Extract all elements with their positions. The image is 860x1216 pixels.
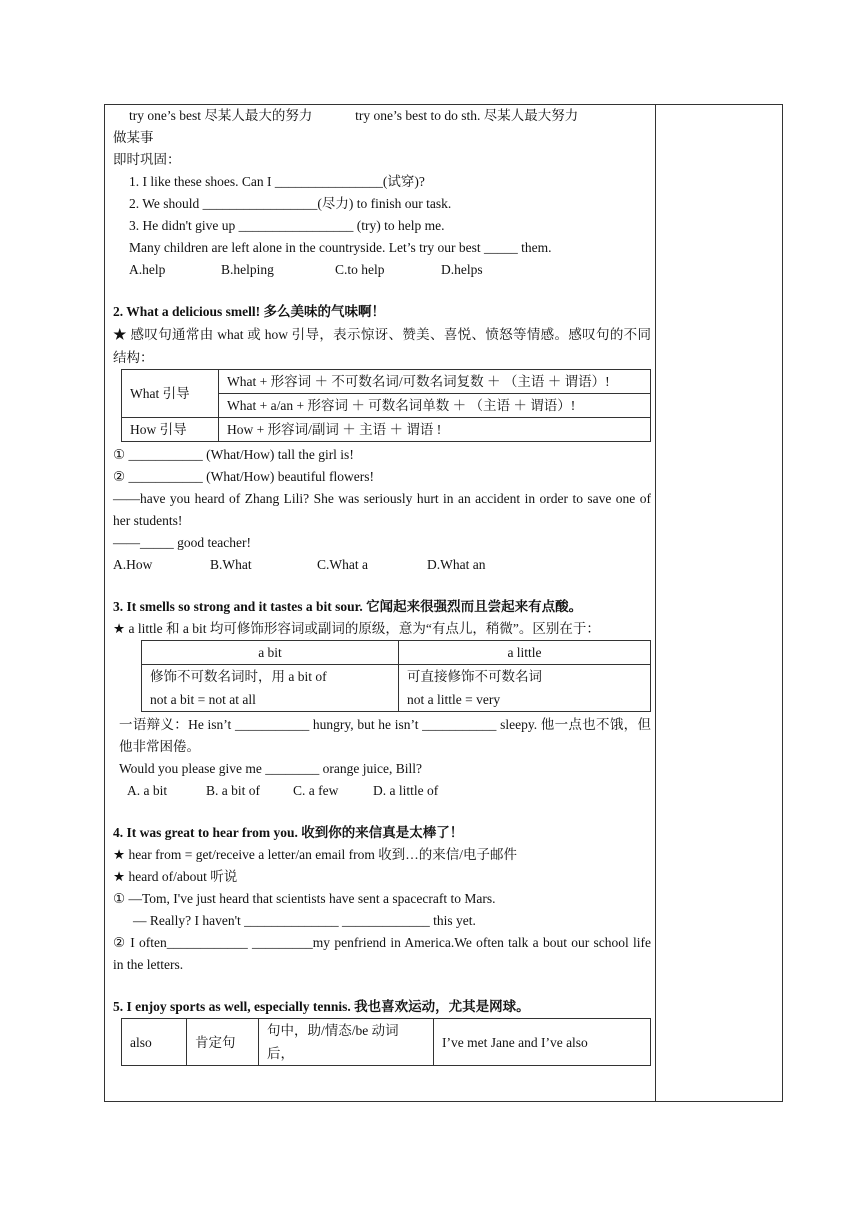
- option: A.How: [113, 557, 153, 572]
- a-little-usage-2: not a little = very: [407, 692, 501, 707]
- exclamation-table: [121, 369, 651, 442]
- option: D. a little of: [373, 783, 439, 798]
- bit-little-table: [141, 640, 651, 712]
- document-content: [113, 104, 651, 1066]
- exercise-3-2: Would you please give me ________ orange juice, Bill?: [119, 761, 422, 776]
- section-3-note: ★ a little 和 a bit 均可修饰形容词或副词的原级，意为“有点儿，稍微”。区别在于：: [113, 621, 600, 636]
- option: D.What an: [427, 557, 486, 572]
- a-little-usage-1: 可直接修饰不可数名词: [407, 669, 542, 684]
- section-5-title: 5. I enjoy sports as well, especially tennis. 我也喜欢运动，尤其是网球。: [113, 999, 530, 1014]
- option: A. a bit: [127, 783, 168, 798]
- exercise-4-2: — Really? I haven't ______________ _____________ this yet.: [133, 913, 476, 928]
- also-position: 句中，助/情态/be 动词后，: [259, 1019, 434, 1066]
- section-4-title: 4. It was great to hear from you. 收到你的来信真是太棒了！: [113, 825, 464, 840]
- option: A.help: [129, 262, 166, 277]
- exercise-2-4: ——_____ good teacher!: [113, 535, 251, 550]
- what-label: What 引导: [122, 370, 219, 418]
- what-structure-2: What + a/an + 形容词 ＋ 可数名词单数 ＋ （主语 ＋ 谓语）!: [219, 394, 651, 418]
- also-table: [121, 1018, 651, 1066]
- also-example: I’ve met Jane and I’ve also: [434, 1019, 651, 1066]
- option: C.to help: [335, 262, 385, 277]
- option: B. a bit of: [206, 783, 260, 798]
- option: B.What: [210, 557, 252, 572]
- section-4-note-1: ★ hear from = get/receive a letter/an email from 收到…的来信/电子邮件: [113, 847, 517, 862]
- exercise-4-1: ① —Tom, I've just heard that scientists have sent a spacecraft to Mars.: [113, 891, 496, 906]
- column-divider: [655, 104, 656, 1102]
- option: B.helping: [221, 262, 274, 277]
- options-2: [113, 554, 651, 576]
- a-bit-usage-1: 修饰不可数名词时，用 a bit of: [150, 669, 327, 684]
- exercise-2-2: ② ___________ (What/How) beautiful flowers!: [113, 469, 375, 484]
- options-1: [113, 259, 651, 281]
- intro-line-2: 做某事: [113, 130, 154, 145]
- options-3: [113, 780, 651, 802]
- section-2-note: ★ 感叹句通常由 what 或 how 引导，表示惊讶、赞美、喜悦、愤怒等情感。感叹句的不同结构：: [113, 327, 651, 365]
- section-3-title: 3. It smells so strong and it tastes a bit sour. 它闻起来很强烈而且尝起来有点酸。: [113, 599, 583, 614]
- a-bit-usage: [142, 665, 399, 712]
- question-2: 2. We should _________________(尽力) to finish our task.: [129, 196, 452, 211]
- practice-label: 即时巩固：: [113, 152, 181, 167]
- also-word: also: [122, 1019, 187, 1066]
- question-1: 1. I like these shoes. Can I ________________(试穿)?: [129, 174, 425, 189]
- exercise-3-1: 一语辩义：He isn’t ___________ hungry, but he isn’t ___________ sleepy. 他一点也不饿，但他非常困倦。: [119, 717, 651, 754]
- how-label: How 引导: [122, 418, 219, 442]
- option: D.helps: [441, 262, 483, 277]
- question-4: Many children are left alone in the countryside. Let’s try our best _____ them.: [129, 240, 552, 255]
- header-a-little: a little: [399, 641, 651, 665]
- also-sentence-type: 肯定句: [187, 1019, 259, 1066]
- a-little-usage: [399, 665, 651, 712]
- phrase-2: try one’s best to do sth. 尽某人最大努力: [355, 108, 579, 123]
- section-4-note-2: ★ heard of/about 听说: [113, 869, 238, 884]
- exercise-4-3: ② I often____________ _________my penfriend in America.We often talk a bout our school life in the letters.: [113, 935, 651, 972]
- how-structure: How + 形容词/副词 ＋ 主语 ＋ 谓语 !: [219, 418, 651, 442]
- exercise-2-1: ① ___________ (What/How) tall the girl is!: [113, 447, 354, 462]
- option: C.What a: [317, 557, 368, 572]
- what-structure-1: What + 形容词 ＋ 不可数名词/可数名词复数 ＋ （主语 ＋ 谓语）!: [219, 370, 651, 394]
- exercise-2-3: ——have you heard of Zhang Lili? She was seriously hurt in an accident in order to save one of her students!: [113, 491, 651, 528]
- section-2-title: 2. What a delicious smell! 多么美味的气味啊！: [113, 304, 386, 319]
- option: C. a few: [293, 783, 339, 798]
- question-3: 3. He didn't give up _________________ (try) to help me.: [129, 218, 445, 233]
- phrase-1: try one’s best 尽某人最大的努力: [129, 108, 313, 123]
- intro-line: [113, 105, 651, 127]
- header-a-bit: a bit: [142, 641, 399, 665]
- a-bit-usage-2: not a bit = not at all: [150, 692, 256, 707]
